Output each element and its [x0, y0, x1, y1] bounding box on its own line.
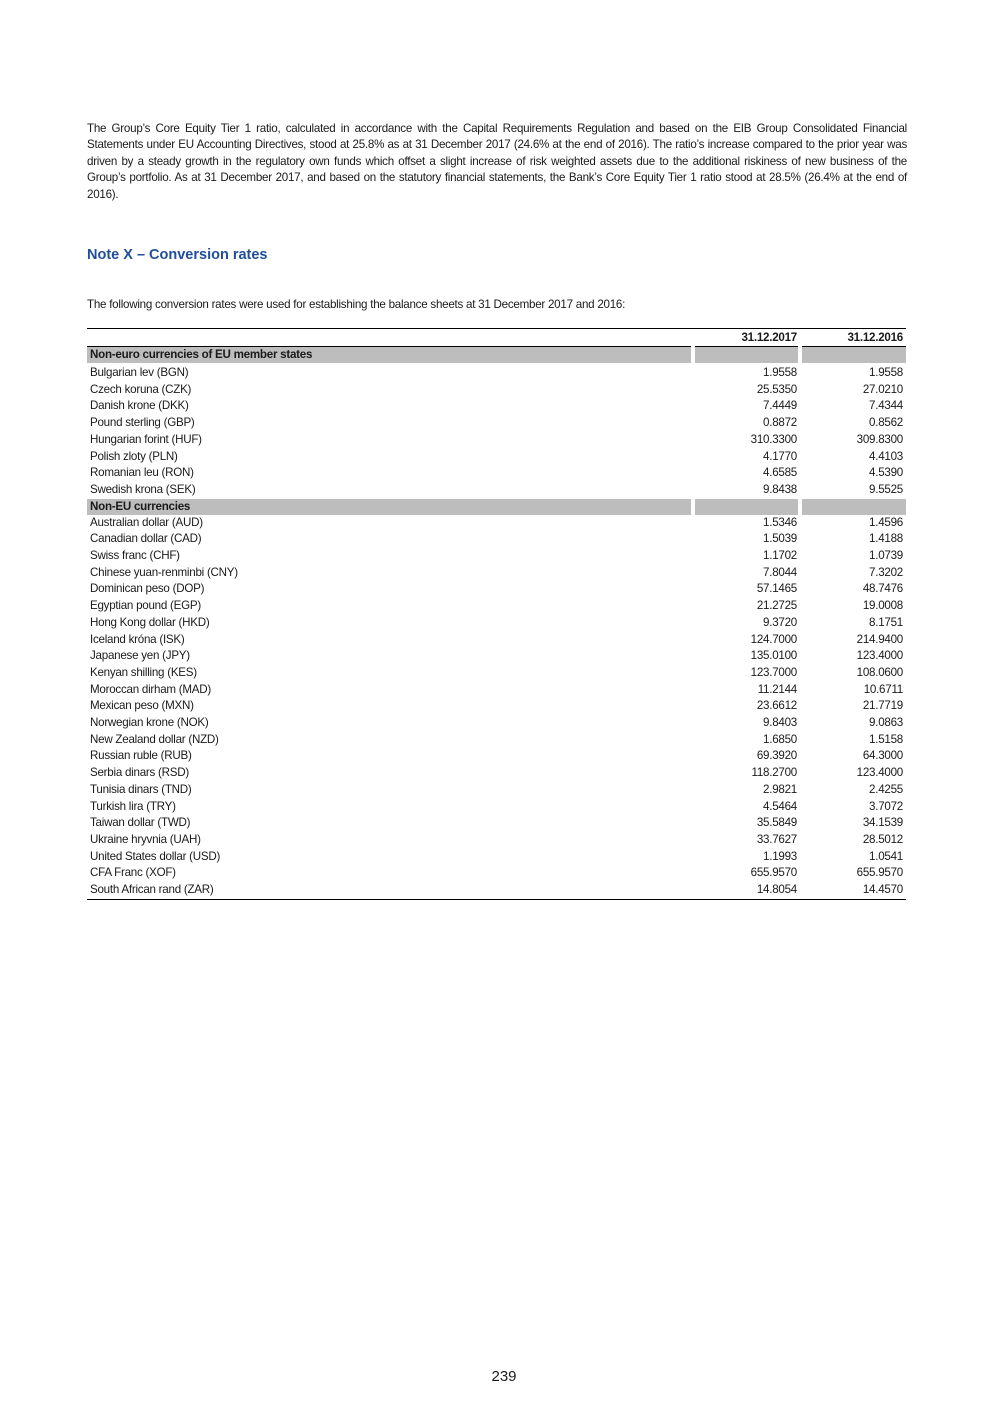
- table-row: [87, 432, 906, 449]
- table-row: [87, 665, 906, 682]
- table-row: [87, 482, 906, 499]
- currency-name: Kenyan shilling (KES): [90, 665, 197, 679]
- intro-paragraph: The Group’s Core Equity Tier 1 ratio, calculated in accordance with the Capital Requirements Regulation and based on the EIB Group Consolidated Financial Statements under EU Accounting Directives, stood at 25.8% as at 31 December 2017 (24.6% at the end of 2016). The ratio’s increase compared to the prior year was driven by a steady growth in the regulatory own funds which offset a slight increase of risk weighted assets due to the additional riskiness of new business of the Group’s portfolio. As at 31 December 2017, and based on the statutory financial statements, the Bank’s Core Equity Tier 1 ratio stood at 28.5% (26.4% at the end of 2016).: [87, 122, 907, 201]
- rate-2016: 34.1539: [862, 816, 903, 830]
- table-row: [87, 363, 906, 382]
- rate-2017: 118.2700: [751, 766, 797, 780]
- table-row: [87, 865, 906, 882]
- section-title: Non-EU currencies: [87, 499, 693, 515]
- rate-2017: 135.0100: [750, 649, 797, 663]
- rate-2016: 123.4000: [856, 766, 903, 780]
- rate-2016: 4.5390: [869, 466, 903, 480]
- rate-2017: 310.3300: [750, 432, 797, 446]
- rate-2016: 1.9558: [869, 366, 903, 379]
- table-row: [87, 765, 906, 782]
- rate-2016: 309.8300: [856, 432, 903, 446]
- currency-name: Polish zloty (PLN): [90, 449, 178, 463]
- currency-name: Russian ruble (RUB): [90, 749, 192, 763]
- rate-2017: 11.2144: [757, 682, 797, 696]
- rate-2017: 4.1770: [763, 449, 797, 463]
- currency-name: Serbia dinars (RSD): [90, 766, 189, 780]
- rate-2017: 0.8872: [763, 416, 797, 430]
- table-header-row: [87, 329, 906, 347]
- rate-2016: 4.4103: [869, 449, 903, 463]
- section-fill: [693, 347, 800, 364]
- rate-2017: 123.7000: [750, 665, 797, 679]
- section-header-row: [87, 499, 906, 515]
- rate-2016: 0.8562: [869, 416, 903, 430]
- rate-2016: 8.1751: [869, 615, 903, 629]
- table-body: [87, 347, 906, 900]
- rate-2016: 1.0739: [869, 549, 903, 563]
- table-intro: The following conversion rates were used for establishing the balance sheets at 31 December 2017 and 2016:: [87, 298, 626, 311]
- currency-name: Norwegian krone (NOK): [90, 716, 209, 730]
- table-row: [87, 581, 906, 598]
- section-title: Non-euro currencies of EU member states: [87, 347, 693, 364]
- section-fill: [800, 347, 906, 364]
- table-row: [87, 849, 906, 866]
- rate-2017: 4.6585: [763, 466, 797, 480]
- section-header-row: [87, 347, 906, 364]
- table-row: [87, 548, 906, 565]
- rate-2016: 123.4000: [856, 649, 903, 663]
- table-row: [87, 815, 906, 832]
- currency-name: Moroccan dirham (MAD): [90, 682, 212, 696]
- rate-2016: 1.4596: [869, 515, 903, 529]
- rate-2017: 9.8403: [763, 716, 797, 730]
- currency-name: New Zealand dollar (NZD): [90, 732, 219, 746]
- rate-2016: 655.9570: [856, 866, 903, 880]
- rate-2017: 1.5039: [763, 532, 797, 546]
- rate-2016: 3.7072: [869, 799, 903, 813]
- rate-2016: 7.3202: [869, 565, 903, 579]
- table-row: [87, 449, 906, 466]
- rate-2016: 21.7719: [862, 699, 903, 713]
- conversion-rates-table: [87, 328, 906, 900]
- rate-2017: 25.5350: [756, 382, 797, 396]
- rate-2016: 9.0863: [869, 716, 903, 730]
- rate-2016: 48.7476: [862, 582, 903, 596]
- rate-2017: 33.7627: [756, 832, 797, 846]
- rate-2017: 1.1993: [763, 849, 797, 863]
- table-row: [87, 732, 906, 749]
- rate-2017: 124.7000: [750, 632, 797, 646]
- table-row: [87, 415, 906, 432]
- table-row: [87, 698, 906, 715]
- table-row: [87, 632, 906, 649]
- rate-2017: 1.5346: [763, 515, 797, 529]
- table-row: [87, 799, 906, 816]
- header-2017: 31.12.2017: [693, 329, 800, 347]
- currency-name: Mexican peso (MXN): [90, 699, 194, 713]
- currency-name: Tunisia dinars (TND): [90, 782, 192, 796]
- rate-2017: 21.2725: [756, 599, 797, 613]
- currency-name: Chinese yuan-renminbi (CNY): [90, 565, 238, 579]
- section-fill: [800, 499, 906, 515]
- rate-2017: 57.1465: [756, 582, 797, 596]
- currency-name: Iceland króna (ISK): [90, 632, 185, 646]
- currency-name: Australian dollar (AUD): [90, 515, 203, 529]
- table-row: [87, 882, 906, 899]
- rate-2016: 14.4570: [800, 882, 906, 899]
- rate-2017: 7.8044: [763, 565, 797, 579]
- rate-2017: 4.5464: [763, 799, 797, 813]
- currency-name: Japanese yen (JPY): [90, 649, 190, 663]
- currency-name: Egyptian pound (EGP): [90, 599, 202, 613]
- rate-2016: 27.0210: [862, 382, 903, 396]
- rate-2016: 108.0600: [856, 665, 903, 679]
- rate-2017: 69.3920: [756, 749, 797, 763]
- table-row: [87, 715, 906, 732]
- note-title: Note X – Conversion rates: [87, 247, 268, 263]
- rate-2016: 9.5525: [869, 482, 903, 496]
- rate-2016: 1.4188: [869, 532, 903, 546]
- rate-2017: 655.9570: [750, 866, 797, 880]
- rate-2016: 19.0008: [862, 599, 903, 613]
- table-row: [87, 648, 906, 665]
- currency-name: Czech koruna (CZK): [90, 382, 192, 396]
- rate-2017: 35.5849: [756, 816, 797, 830]
- currency-name: Romanian leu (RON): [90, 466, 194, 480]
- rate-2017: 14.8054: [693, 882, 800, 899]
- currency-name: Ukraine hryvnia (UAH): [90, 832, 201, 846]
- rate-2016: 214.9400: [856, 632, 903, 646]
- currency-name: United States dollar (USD): [90, 849, 221, 863]
- table-row: [87, 682, 906, 699]
- rate-2016: 1.0541: [869, 849, 903, 863]
- rate-2017: 23.6612: [756, 699, 797, 713]
- table-row: [87, 598, 906, 615]
- currency-name: Pound sterling (GBP): [90, 416, 195, 430]
- rate-2016: 64.3000: [862, 749, 903, 763]
- rate-2016: 1.5158: [869, 732, 903, 746]
- rate-2016: 2.4255: [869, 782, 903, 796]
- page-number: 239: [491, 1368, 517, 1385]
- table-row: [87, 748, 906, 765]
- table-row: [87, 565, 906, 582]
- currency-name: Swedish krona (SEK): [90, 482, 196, 496]
- rate-2016: 10.6711: [863, 682, 903, 696]
- currency-name: Bulgarian lev (BGN): [90, 366, 189, 379]
- rate-2017: 1.9558: [763, 366, 797, 379]
- section-fill: [693, 499, 800, 515]
- currency-name: Hungarian forint (HUF): [90, 432, 202, 446]
- table-row: [87, 382, 906, 399]
- currency-name: Taiwan dollar (TWD): [90, 816, 191, 830]
- table-row: [87, 615, 906, 632]
- table-row: [87, 515, 906, 532]
- rate-2017: 7.4449: [763, 399, 797, 413]
- rate-2017: 1.6850: [763, 732, 797, 746]
- table-row: [87, 465, 906, 482]
- currency-name: Swiss franc (CHF): [90, 549, 180, 563]
- rate-2017: 9.8438: [763, 482, 797, 496]
- rate-2016: 28.5012: [862, 832, 903, 846]
- table-row: [87, 398, 906, 415]
- currency-name: Dominican peso (DOP): [90, 582, 205, 596]
- header-currency: [87, 329, 693, 347]
- currency-name: Hong Kong dollar (HKD): [90, 615, 210, 629]
- currency-name: Canadian dollar (CAD): [90, 532, 202, 546]
- table-row: [87, 832, 906, 849]
- rate-2017: 9.3720: [763, 615, 797, 629]
- rate-2016: 7.4344: [869, 399, 903, 413]
- table-row: [87, 531, 906, 548]
- rate-2017: 2.9821: [763, 782, 797, 796]
- currency-name: Turkish lira (TRY): [90, 799, 176, 813]
- currency-name: CFA Franc (XOF): [90, 866, 176, 880]
- rate-2017: 1.1702: [763, 549, 797, 563]
- currency-name: Danish krone (DKK): [90, 399, 189, 413]
- header-2016: 31.12.2016: [800, 329, 906, 347]
- currency-name: South African rand (ZAR): [87, 882, 693, 899]
- table-row: [87, 782, 906, 799]
